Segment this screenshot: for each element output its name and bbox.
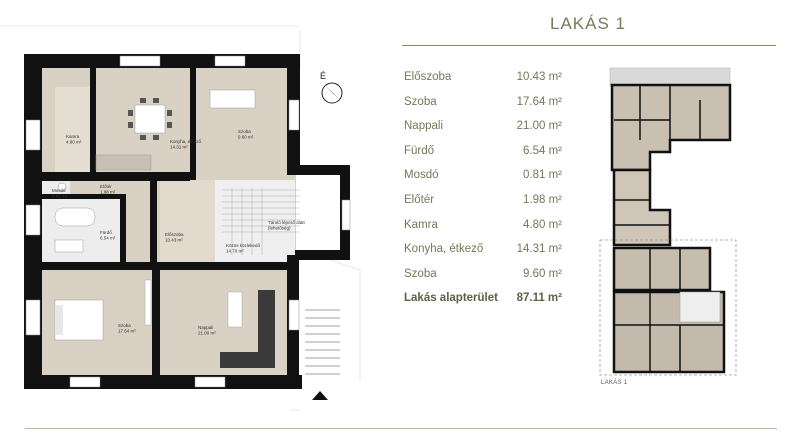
- wall: [40, 262, 295, 270]
- room-area: 17.64 m²: [516, 95, 562, 108]
- room-name: Fürdő: [404, 144, 435, 157]
- page-title: LAKÁS 1: [550, 14, 626, 33]
- wall: [295, 250, 345, 260]
- room-name: Szoba: [404, 267, 437, 280]
- plan-label: Kamra 4.80 m²: [66, 134, 82, 145]
- plan-label: Fürdő 6.54 m²: [100, 230, 116, 241]
- room-name: Szoba: [404, 95, 437, 108]
- compass-letter: É: [320, 71, 327, 81]
- key-plan-roof: [610, 68, 730, 86]
- room-name: Előtér: [404, 193, 435, 206]
- key-plan-label: LAKÁS 1: [601, 380, 628, 386]
- chair: [167, 122, 172, 128]
- key-plan-unit: [614, 170, 670, 245]
- compass: [320, 71, 342, 103]
- coffee-table: [228, 292, 242, 327]
- room-name: Előszoba: [404, 71, 452, 83]
- room-area: 9.60 m²: [523, 267, 562, 280]
- room-name: Nappali: [404, 120, 443, 133]
- plan-label: Konyha, étkező 14.31 m²: [170, 139, 202, 150]
- wall: [190, 68, 196, 180]
- room-area: 0.81 m²: [523, 169, 562, 182]
- hall-floor: [160, 180, 215, 270]
- window: [70, 377, 100, 387]
- total-area: 87.11 m²: [516, 292, 562, 305]
- plan-label: Tároló lépcső alatt (lehetőség): [268, 220, 305, 231]
- chair: [167, 110, 172, 116]
- wall: [90, 68, 96, 176]
- room-name: Kamra: [404, 218, 438, 231]
- wall: [152, 262, 160, 380]
- wall: [24, 375, 302, 389]
- chair: [140, 135, 146, 140]
- plan-label: Mosdó 0.81 m²: [52, 188, 68, 199]
- window: [26, 300, 40, 335]
- washbasin: [55, 240, 83, 252]
- bathtub: [55, 208, 95, 226]
- key-plan-unit: [612, 85, 730, 170]
- wall: [40, 172, 190, 181]
- window: [26, 205, 40, 235]
- room-area: 21.00 m²: [516, 120, 562, 133]
- wall: [150, 180, 157, 268]
- exterior-steps: [305, 310, 340, 374]
- chair: [153, 135, 159, 140]
- key-plan-unit: [614, 248, 710, 290]
- chair: [128, 122, 133, 128]
- plan-label: Előtér 1.98 m²: [100, 184, 116, 195]
- room-area: 14.31 m²: [516, 243, 562, 256]
- chair: [128, 110, 133, 116]
- wardrobe: [145, 280, 151, 325]
- entrance-arrow-icon: [312, 391, 328, 400]
- room-name: Mosdó: [404, 169, 439, 182]
- plan-label: Közös közlekedő 14.70 m²: [226, 243, 261, 254]
- chair: [153, 98, 159, 103]
- room-area: 4.80 m²: [523, 218, 562, 231]
- room-name: Konyha, étkező: [404, 243, 484, 256]
- pantry-floor: [55, 87, 90, 177]
- window: [289, 100, 299, 130]
- total-label: Lakás alapterület: [404, 292, 498, 305]
- key-plan: [590, 60, 750, 380]
- key-plan-stair: [680, 292, 720, 322]
- plan-label: Nappali 21.00 m²: [198, 325, 216, 336]
- plan-label: Szoba 9.60 m²: [238, 129, 254, 140]
- window: [289, 300, 299, 330]
- room-area: 1.98 m²: [523, 193, 562, 206]
- window: [120, 56, 160, 66]
- window: [26, 120, 40, 150]
- single-bed: [210, 90, 255, 108]
- chair: [140, 98, 146, 103]
- room-area: 10.43 m²: [516, 71, 562, 83]
- wall: [120, 198, 126, 264]
- plan-label: Szoba 17.64 m²: [118, 323, 136, 334]
- kitchen-counter: [96, 155, 151, 170]
- window: [195, 377, 225, 387]
- dining-table: [135, 105, 165, 133]
- window: [215, 56, 245, 66]
- north-arrow-icon: [325, 86, 340, 100]
- pillow: [55, 305, 63, 335]
- plan-label: Előszoba 10.43 m²: [165, 232, 184, 243]
- room-area: 6.54 m²: [523, 144, 562, 157]
- window: [342, 200, 350, 230]
